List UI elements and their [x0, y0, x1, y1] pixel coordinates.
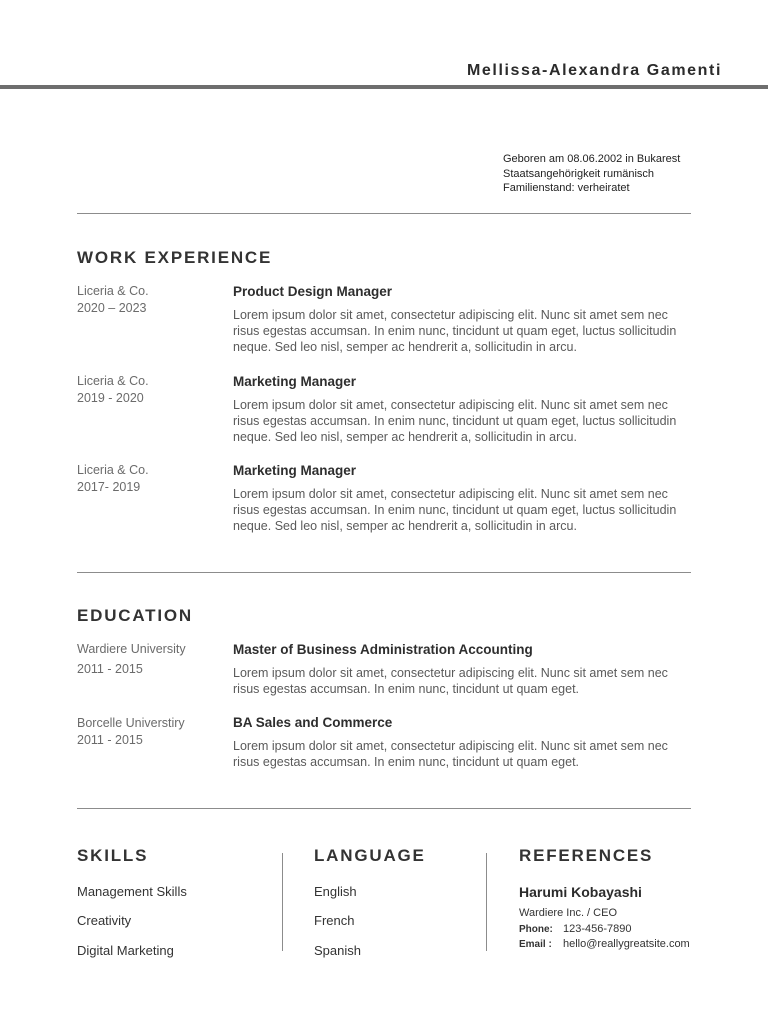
work-entry-3-role: Marketing Manager — [233, 463, 357, 478]
reference-name: Harumi Kobayashi — [519, 884, 642, 900]
work-entry-1-desc: Lorem ipsum dolor sit amet, consectetur adipiscing elit. Nunc sit amet sem nec risus egestas accumsan. In enim nunc, tincidunt ut quam eget, luctus sollicitudin neque. Sed leo nisl, semper ac hendrerit a, sollicitudin in arcu. — [233, 308, 677, 355]
resume-name: Mellissa-Alexandra Gamenti — [466, 62, 722, 79]
work-entry-1 — [233, 284, 693, 356]
education-entry-2-meta — [77, 715, 185, 748]
divider-personal — [77, 213, 691, 214]
skills-title: SKILLS — [77, 846, 149, 865]
divider-work — [77, 572, 691, 573]
language-item-2: French — [314, 913, 355, 928]
work-entry-3-desc: Lorem ipsum dolor sit amet, consectetur adipiscing elit. Nunc sit amet sem nec risus egestas accumsan. In enim nunc, tincidunt ut quam eget, luctus sollicitudin neque. Sed leo nisl, semper ac hendrerit a, sollicitudin in arcu. — [233, 487, 677, 534]
education-entry-2-school: Borcelle Universtiry — [77, 716, 185, 730]
work-entry-3-company: Liceria & Co. — [77, 463, 149, 477]
education-entry-1-school: Wardiere University — [77, 642, 186, 656]
education-entry-2-desc: Lorem ipsum dolor sit amet, consectetur adipiscing elit. Nunc sit amet sem nec risus egestas accumsan. In enim nunc, tincidunt ut quam eget. — [233, 739, 668, 770]
column-divider-2 — [486, 853, 487, 951]
education-entry-2 — [233, 715, 693, 770]
skill-item-3: Digital Marketing — [77, 943, 174, 958]
work-entry-2-role: Marketing Manager — [233, 374, 357, 389]
divider-education — [77, 808, 691, 809]
education-entry-2-dates: 2011 - 2015 — [77, 732, 143, 747]
work-entry-1-role: Product Design Manager — [233, 284, 393, 299]
reference-email-label: Email : — [519, 939, 552, 950]
language-item-3: Spanish — [314, 943, 361, 958]
column-divider-1 — [282, 853, 283, 951]
work-entry-3 — [233, 463, 693, 535]
skill-item-2: Creativity — [77, 913, 132, 928]
header-divider — [0, 85, 768, 89]
work-entry-2-company: Liceria & Co. — [77, 374, 149, 388]
education-entry-1-desc: Lorem ipsum dolor sit amet, consectetur adipiscing elit. Nunc sit amet sem nec risus egestas accumsan. In enim nunc, tincidunt ut quam eget. — [233, 666, 668, 697]
references-title: REFERENCES — [519, 846, 654, 865]
work-entry-1-meta — [77, 283, 149, 316]
education-entry-2-degree: BA Sales and Commerce — [233, 715, 393, 730]
language-title: LANGUAGE — [314, 846, 426, 865]
work-entry-2 — [233, 374, 693, 446]
personal-info — [503, 152, 680, 196]
work-entry-1-dates: 2020 – 2023 — [77, 300, 147, 315]
education-entry-1 — [233, 642, 693, 697]
reference-email-row — [519, 938, 690, 950]
reference-email: hello@reallygreatsite.com — [563, 938, 690, 950]
work-experience-title: WORK EXPERIENCE — [77, 248, 273, 267]
personal-nationality: Staatsangehörigkeit rumänisch — [503, 167, 655, 180]
work-entry-2-dates: 2019 - 2020 — [77, 390, 144, 405]
work-entry-2-meta — [77, 373, 149, 406]
education-entry-1-dates: 2011 - 2015 — [77, 661, 143, 676]
work-entry-3-meta — [77, 462, 149, 495]
language-item-1: English — [314, 884, 357, 899]
work-entry-3-dates: 2017- 2019 — [77, 479, 141, 494]
reference-phone-label: Phone: — [519, 924, 553, 935]
reference-phone: 123-456-7890 — [563, 923, 632, 935]
work-entry-1-company: Liceria & Co. — [77, 284, 149, 298]
education-title: EDUCATION — [77, 606, 193, 625]
personal-birth: Geboren am 08.06.2002 in Bukarest — [503, 153, 681, 165]
work-entry-2-desc: Lorem ipsum dolor sit amet, consectetur adipiscing elit. Nunc sit amet sem nec risus egestas accumsan. In enim nunc, tincidunt ut quam eget, luctus sollicitudin neque. Sed leo nisl, semper ac hendrerit a, sollicitudin in arcu. — [233, 398, 677, 445]
skill-item-1: Management Skills — [77, 884, 187, 899]
personal-marital-status: Familienstand: verheiratet — [503, 182, 630, 194]
reference-position: Wardiere Inc. / CEO — [519, 907, 618, 919]
reference-phone-row — [519, 923, 632, 935]
education-entry-1-meta — [77, 641, 186, 677]
education-entry-1-degree: Master of Business Administration Accounting — [233, 642, 533, 657]
